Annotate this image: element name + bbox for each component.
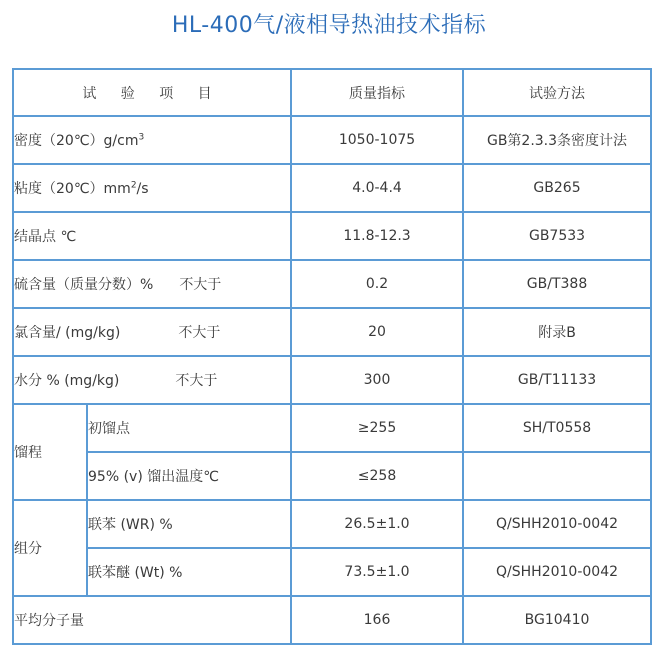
param-name: 密度$(20℃)g/cm^3$ — [13, 116, 291, 164]
table-header-row — [13, 69, 651, 116]
param-name: 结晶点 ℃ — [13, 212, 291, 260]
param-name: 硫含量（质量分数）% 不大于 — [13, 260, 291, 308]
param-name: 粘度$(20℃)mm^2/s$ — [13, 164, 291, 212]
sub-param-name: 初馏点 — [87, 404, 291, 452]
table-row-distillation-95 — [13, 452, 651, 500]
param-value: 0.2 — [291, 260, 463, 308]
param-value: 20 — [291, 308, 463, 356]
param-method: Q/SHH2010-0042 — [463, 548, 651, 596]
table-row-moisture — [13, 356, 651, 404]
param-method — [463, 452, 651, 500]
table-row-density — [13, 116, 651, 164]
param-method: GB7533 — [463, 212, 651, 260]
table-row-molecular-weight — [13, 596, 651, 644]
param-method: 附录B — [463, 308, 651, 356]
sub-param-name: 联苯 (WR) % — [87, 500, 291, 548]
table-row-sulfur — [13, 260, 651, 308]
param-value: 300 — [291, 356, 463, 404]
param-name: 平均分子量 — [13, 596, 291, 644]
param-value: 11.8-12.3 — [291, 212, 463, 260]
param-method: SH/T0558 — [463, 404, 651, 452]
group-composition: 组分 — [13, 500, 87, 596]
param-method: Q/SHH2010-0042 — [463, 500, 651, 548]
table-row-crystallization — [13, 212, 651, 260]
header-spec: 质量指标 — [291, 69, 463, 116]
table-row-distillation-initial — [13, 404, 651, 452]
spec-table — [12, 68, 652, 645]
sub-param-name: 联苯醚 (Wt) % — [87, 548, 291, 596]
limit-label: 不大于 — [179, 277, 222, 293]
page-title: HL-400气/液相导热油技术指标 — [171, 13, 487, 38]
param-value: ≤258 — [291, 452, 463, 500]
sub-param-name: 95% (v) 馏出温度℃ — [87, 452, 291, 500]
param-method: GB/T11133 — [463, 356, 651, 404]
param-value: 4.0-4.4 — [291, 164, 463, 212]
limit-label: 不大于 — [178, 325, 221, 341]
param-method: BG10410 — [463, 596, 651, 644]
table-row-biphenyl — [13, 500, 651, 548]
header-item: 试 验 项 目 — [13, 69, 291, 116]
param-value: ≥255 — [291, 404, 463, 452]
param-name: 氯含量/ (mg/kg) 不大于 — [13, 308, 291, 356]
param-method: GB/T388 — [463, 260, 651, 308]
param-value: 166 — [291, 596, 463, 644]
table-row-chlorine — [13, 308, 651, 356]
group-distillation: 馏程 — [13, 404, 87, 500]
param-method: GB第2.3.3条密度计法 — [463, 116, 651, 164]
table-row-diphenyl-ether — [13, 548, 651, 596]
param-value: 1050-1075 — [291, 116, 463, 164]
param-value: 73.5±1.0 — [291, 548, 463, 596]
param-value: 26.5±1.0 — [291, 500, 463, 548]
limit-label: 不大于 — [175, 373, 218, 389]
table-row-viscosity — [13, 164, 651, 212]
param-name: 水分 % (mg/kg) 不大于 — [13, 356, 291, 404]
header-method: 试验方法 — [463, 69, 651, 116]
param-method: GB265 — [463, 164, 651, 212]
